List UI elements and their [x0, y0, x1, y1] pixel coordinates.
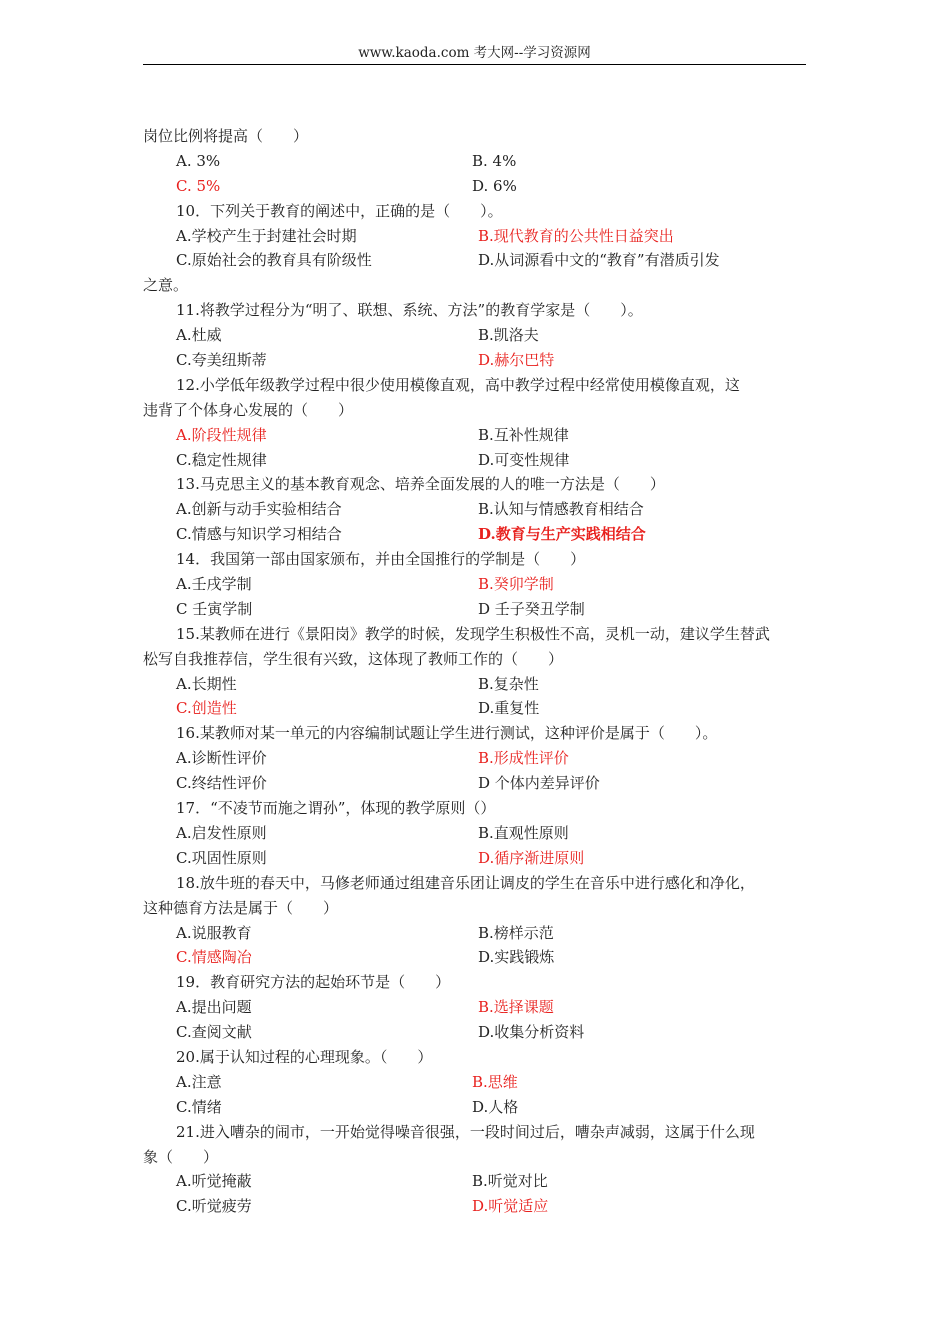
question-stem: 19．教育研究方法的起始环节是（ ） [176, 973, 451, 992]
option-b: B.直观性原则 [478, 823, 569, 842]
option-a: A.诊断性评价 [176, 749, 267, 768]
question-stem: 18.放牛班的春天中，马修老师通过组建音乐团让调皮的学生在音乐中进行感化和净化， [176, 873, 755, 892]
option-a: A.学校产生于封建社会时期 [176, 226, 357, 245]
option-d: D.重复性 [478, 699, 540, 718]
options-row [143, 149, 818, 174]
option-a-answer: A.阶段性规律 [176, 425, 267, 444]
option-c: C.夸美纽斯蒂 [176, 351, 267, 370]
option-a: A.提出问题 [176, 998, 252, 1017]
option-b-answer: B.选择课题 [478, 998, 554, 1017]
question-stem: 20.属于认知过程的心理现象。（ ） [176, 1047, 433, 1066]
options-row [143, 323, 818, 348]
option-d: D 个体内差异评价 [478, 774, 600, 793]
options-row [143, 1070, 818, 1095]
question-stem: 15.某教师在进行《景阳岗》教学的时候，发现学生积极性不高，灵机一动，建议学生替武 [176, 624, 770, 643]
option-d: D. 6% [472, 176, 517, 195]
question-stem: 11.将教学过程分为“明了、联想、系统、方法”的教育学家是（ ）。 [176, 301, 643, 320]
question-stem: 17．“不凌节而施之谓孙”，体现的教学原则（） [176, 799, 496, 818]
option-c: C.情绪 [176, 1097, 222, 1116]
options-row [143, 846, 818, 871]
options-row [143, 771, 818, 796]
option-c: C.稳定性规律 [176, 450, 267, 469]
option-d-answer: D.赫尔巴特 [478, 351, 555, 370]
option-a: A.杜威 [176, 326, 222, 345]
option-c-answer: C. 5% [176, 176, 221, 195]
option-d-answer: D.听觉适应 [472, 1197, 549, 1216]
option-b-answer: B.思维 [472, 1072, 518, 1091]
options-row [143, 995, 818, 1020]
page-header: www.kaoda.com 考大网--学习资源网 [143, 44, 806, 65]
options-row [143, 597, 818, 622]
option-c: C.终结性评价 [176, 774, 267, 793]
options-row [143, 1194, 818, 1219]
option-a: A.壬戌学制 [176, 575, 252, 594]
options-row [143, 174, 818, 199]
question-stem: 10．下列关于教育的阐述中，正确的是（ ）。 [176, 201, 503, 220]
options-row [143, 348, 818, 373]
option-b: B.认知与情感教育相结合 [478, 500, 644, 519]
option-c: C.原始社会的教育具有阶级性 [176, 251, 372, 270]
option-b: B.榜样示范 [478, 923, 554, 942]
question-list [143, 124, 818, 1219]
options-row [143, 1020, 818, 1045]
option-b-answer: B.形成性评价 [478, 749, 569, 768]
option-b: B.复杂性 [478, 674, 539, 693]
options-row [143, 945, 818, 970]
option-d: D.从词源看中文的“教育”有潜质引发 [478, 251, 720, 270]
option-d-answer: D.循序渐进原则 [478, 848, 585, 867]
options-row [143, 921, 818, 946]
question-stem: 13.马克思主义的基本教育观念、培养全面发展的人的唯一方法是（ ） [176, 475, 665, 494]
option-a: A.注意 [176, 1072, 222, 1091]
option-d: D.可变性规律 [478, 450, 570, 469]
option-a: A.长期性 [176, 674, 237, 693]
options-row [143, 672, 818, 697]
options-row [143, 1169, 818, 1194]
option-c: C 壬寅学制 [176, 599, 253, 618]
option-c-answer: C.情感陶冶 [176, 948, 252, 967]
question-stem-continuation: 松写自我推荐信，学生很有兴致，这体现了教师工作的（ ） [143, 649, 564, 668]
options-row [143, 448, 818, 473]
option-a: A. 3% [176, 151, 221, 170]
question-stem: 12.小学低年级教学过程中很少使用模像直观，高中教学过程中经常使用模像直观，这 [176, 375, 740, 394]
option-c-answer: C.创造性 [176, 699, 237, 718]
question-stem-continuation: 这种德育方法是属于（ ） [143, 898, 339, 917]
option-d: D.人格 [472, 1097, 519, 1116]
question-stem: 21.进入嘈杂的闹市，一开始觉得噪音很强，一段时间过后，嘈杂声减弱，这属于什么现 [176, 1122, 755, 1141]
options-row [143, 522, 818, 547]
options-row [143, 821, 818, 846]
option-b: B.互补性规律 [478, 425, 569, 444]
options-row [143, 572, 818, 597]
option-b: B. 4% [472, 151, 517, 170]
option-c: C.听觉疲劳 [176, 1197, 252, 1216]
option-b-answer: B.现代教育的公共性日益突出 [478, 226, 674, 245]
question-stem-continuation: 象（ ） [143, 1147, 219, 1166]
option-a: A.听觉掩蔽 [176, 1172, 252, 1191]
option-continuation: 之意。 [143, 276, 189, 295]
options-row [143, 1095, 818, 1120]
option-b-answer: B.癸卯学制 [478, 575, 554, 594]
option-d-answer: D.教育与生产实践相结合 [478, 525, 646, 544]
option-a: A.创新与动手实验相结合 [176, 500, 342, 519]
option-c: C.巩固性原则 [176, 848, 267, 867]
question-stem: 14．我国第一部由国家颁布，并由全国推行的学制是（ ） [176, 550, 586, 569]
option-c: C.查阅文献 [176, 1023, 252, 1042]
question-stem: 16.某教师对某一单元的内容编制试题让学生进行测试，这种评价是属于（ ）。 [176, 724, 718, 743]
options-row [143, 497, 818, 522]
options-row [143, 224, 818, 249]
option-d: D.收集分析资料 [478, 1023, 585, 1042]
options-row [143, 423, 818, 448]
options-row [143, 696, 818, 721]
options-row [143, 746, 818, 771]
option-a: A.说服教育 [176, 923, 252, 942]
options-row [143, 248, 818, 273]
option-d: D.实践锻炼 [478, 948, 555, 967]
option-b: B.听觉对比 [472, 1172, 548, 1191]
option-a: A.启发性原则 [176, 823, 267, 842]
question-stem: 岗位比例将提高（ ） [143, 127, 309, 145]
option-c: C.情感与知识学习相结合 [176, 525, 342, 544]
option-d: D 壬子癸丑学制 [478, 599, 585, 618]
option-b: B.凯洛夫 [478, 326, 539, 345]
question-stem-continuation: 违背了个体身心发展的（ ） [143, 400, 354, 419]
